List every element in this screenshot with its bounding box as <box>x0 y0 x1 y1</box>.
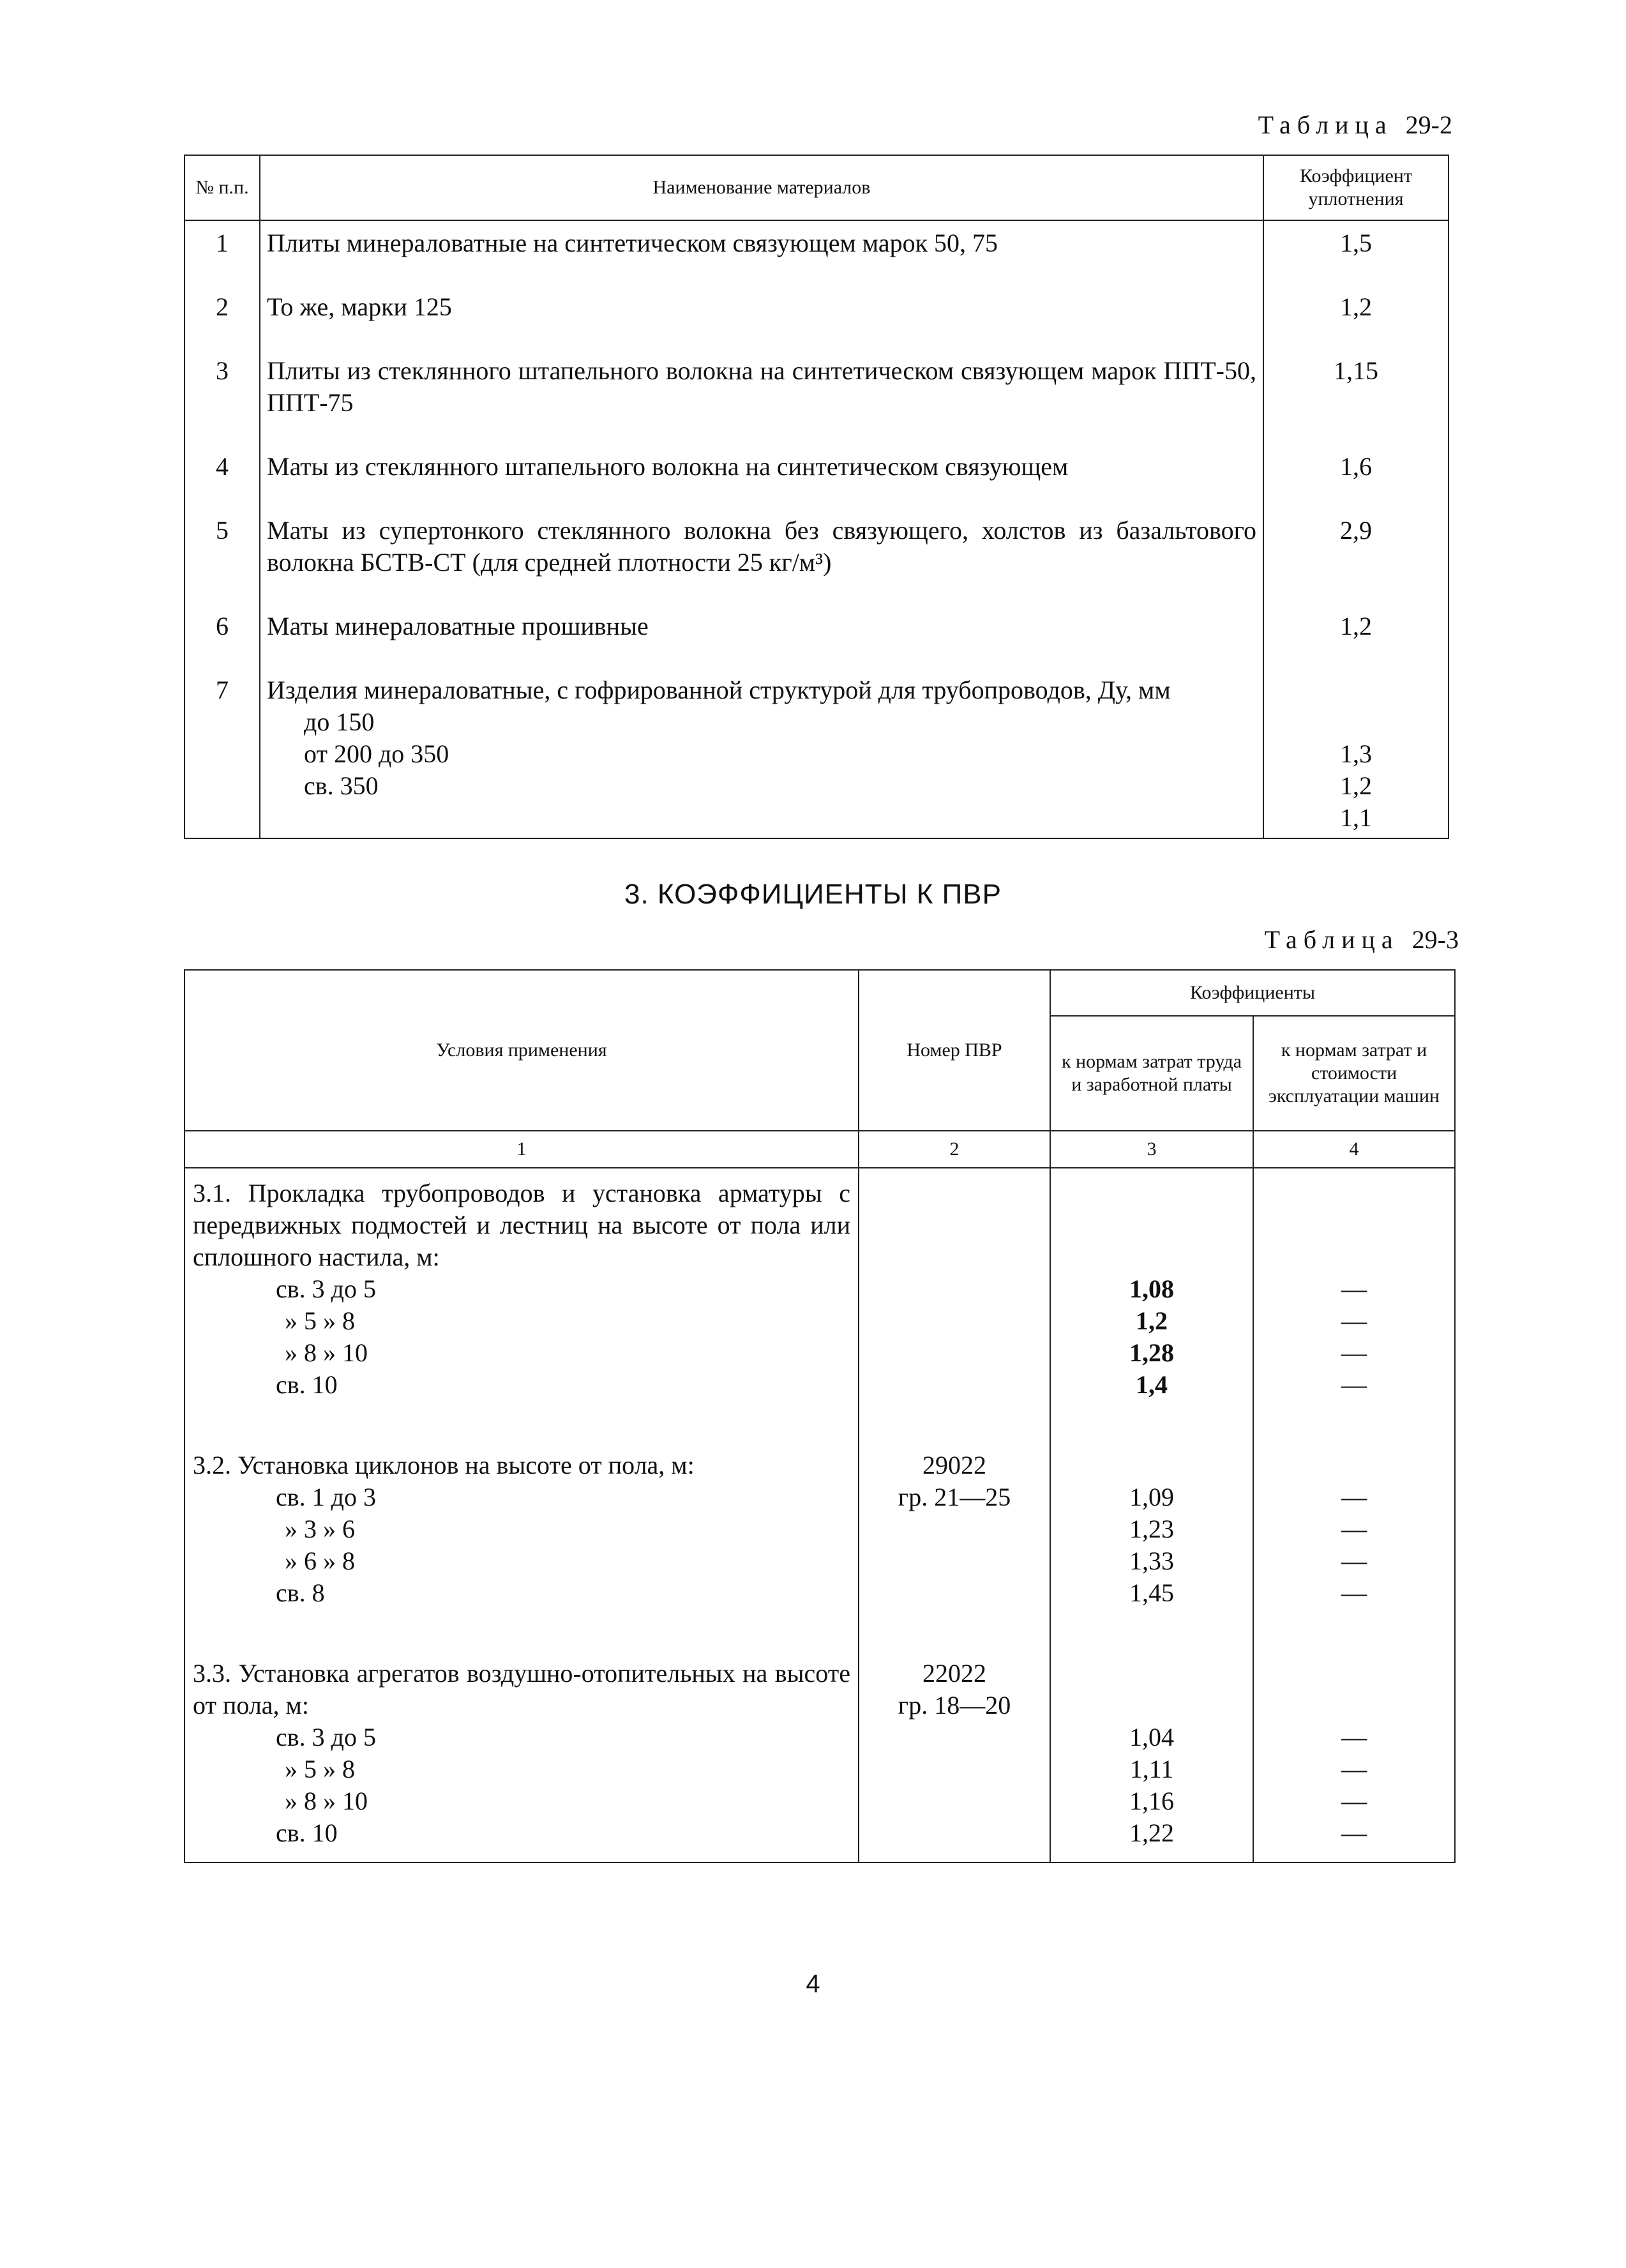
labor-coefficient-cell <box>1050 1168 1253 1433</box>
table-row <box>184 444 1449 508</box>
labor-coefficient-cell <box>1050 1641 1253 1863</box>
pvr-group: гр. 18—20 <box>898 1691 1011 1720</box>
table-header-row <box>184 155 1449 220</box>
row-number: 4 <box>184 444 260 508</box>
material-name: То же, марки 125 <box>260 285 1263 349</box>
coefficient-value: 1,2 <box>1263 604 1449 668</box>
pvr-number: 22022 <box>922 1659 986 1688</box>
coefficient-value: 1,45 <box>1129 1578 1174 1607</box>
table2-caption-number: 29-3 <box>1411 925 1459 954</box>
material-name: Маты минераловатные прошивные <box>260 604 1263 668</box>
row-number: 6 <box>184 604 260 668</box>
header-pvr-number: Номер ПВР <box>859 970 1050 1131</box>
condition-cell <box>184 1641 859 1863</box>
labor-coefficient-cell <box>1050 1433 1253 1641</box>
height-range-label: св. 3 до 5 <box>276 1723 376 1751</box>
table-row <box>184 668 1449 838</box>
coefficient-value: 1,2 <box>1136 1306 1168 1335</box>
pvr-group <box>859 1209 1050 1241</box>
table2-caption <box>1265 925 1459 955</box>
coefficient-value: — <box>1341 1274 1367 1303</box>
header-conditions: Условия применения <box>184 970 859 1131</box>
coefficient-value: 1,1 <box>1340 803 1372 832</box>
page-number: 4 <box>806 1970 820 1998</box>
coefficient-value: 1,22 <box>1129 1818 1174 1847</box>
coefficient-value: — <box>1341 1818 1367 1847</box>
column-number: 2 <box>859 1131 1050 1168</box>
coefficient-value: 1,2 <box>1263 285 1449 349</box>
coefficient-value: 1,5 <box>1263 220 1449 285</box>
subrow-label: до 150 <box>304 707 375 736</box>
coefficient-value: — <box>1341 1723 1367 1751</box>
coefficient-value: — <box>1341 1578 1367 1607</box>
pvr-number: 29022 <box>922 1451 986 1479</box>
table-row <box>184 285 1449 349</box>
coefficient-value: 1,04 <box>1129 1723 1174 1751</box>
table1-caption-number: 29-2 <box>1405 110 1452 139</box>
header-labor-coefficient: к нормам затрат труда и заработной платы <box>1050 1016 1253 1131</box>
subrow-values <box>1263 668 1449 838</box>
table1-caption-word: Таблица <box>1258 110 1393 139</box>
pvr-cell <box>859 1641 1050 1863</box>
group-title: 3.1. Прокладка трубопроводов и установка арматуры с передвижных подмостей и лестниц на высоте от пола или сплошного настила, м: <box>193 1179 850 1271</box>
table-row-group <box>184 1433 1455 1641</box>
pvr-cell <box>859 1168 1050 1433</box>
pvr-coefficients-table <box>184 969 1456 1863</box>
coefficient-value: — <box>1341 1338 1367 1367</box>
material-name: Плиты минераловатные на синтетическом связующем марок 50, 75 <box>260 220 1263 285</box>
height-range-label: св. 10 <box>276 1818 338 1847</box>
coefficient-value: 1,08 <box>1129 1274 1174 1303</box>
height-range-label: св. 10 <box>276 1370 338 1399</box>
pvr-group: гр. 21—25 <box>898 1483 1011 1511</box>
row-number: 7 <box>184 668 260 838</box>
material-name: Маты из супертонкого стеклянного волокна без связующего, холстов из базальтового волокна БСТВ-СТ (для средней плотности 25 кг/м³) <box>260 508 1263 604</box>
header-number: № п.п. <box>184 155 260 220</box>
column-number: 3 <box>1050 1131 1253 1168</box>
table-row-group <box>184 1641 1455 1863</box>
coefficient-value: 1,28 <box>1129 1338 1174 1367</box>
header-material-name: Наименование материалов <box>260 155 1263 220</box>
height-range-label: » 8 » 10 <box>285 1787 368 1815</box>
subrow-label: от 200 до 350 <box>304 739 449 768</box>
coefficient-value: — <box>1341 1483 1367 1511</box>
condition-cell <box>184 1433 859 1641</box>
material-name: Изделия минераловатные, с гофрированной структурой для трубопроводов, Ду, мм <box>267 676 1171 704</box>
coefficient-value: 1,23 <box>1129 1515 1174 1543</box>
machine-coefficient-cell <box>1253 1168 1455 1433</box>
row-number: 3 <box>184 349 260 444</box>
table-row <box>184 349 1449 444</box>
height-range-label: » 5 » 8 <box>285 1306 355 1335</box>
coefficient-value: 1,15 <box>1263 349 1449 444</box>
coefficient-value: — <box>1341 1755 1367 1783</box>
table1-caption <box>1258 110 1452 140</box>
header-machine-coefficient: к нормам затрат и стоимости эксплуатации машин <box>1253 1016 1455 1131</box>
coefficient-value: — <box>1341 1787 1367 1815</box>
coefficient-value: 1,33 <box>1129 1546 1174 1575</box>
table2-caption-word: Таблица <box>1264 925 1399 954</box>
row-number: 2 <box>184 285 260 349</box>
coefficient-value: 2,9 <box>1263 508 1449 604</box>
table-row <box>184 508 1449 604</box>
coefficient-value: 1,11 <box>1129 1755 1174 1783</box>
material-name: Плиты из стеклянного штапельного волокна на синтетическом связующем марок ППТ-50, ППТ-75 <box>260 349 1263 444</box>
height-range-label: св. 8 <box>276 1578 325 1607</box>
height-range-label: св. 3 до 5 <box>276 1274 376 1303</box>
coefficient-value: 1,2 <box>1340 771 1372 800</box>
table-row <box>184 604 1449 668</box>
coefficient-value: 1,09 <box>1129 1483 1174 1511</box>
table-header-row <box>184 970 1455 1016</box>
coefficient-value: — <box>1341 1515 1367 1543</box>
column-number: 4 <box>1253 1131 1455 1168</box>
coefficient-value: 1,16 <box>1129 1787 1174 1815</box>
pvr-cell <box>859 1433 1050 1641</box>
table-row-group <box>184 1168 1455 1433</box>
header-compaction-coefficient: Коэффициент уплотнения <box>1263 155 1449 220</box>
group-title: 3.3. Установка агрегатов воздушно-отопительных на высоте от пола, м: <box>193 1659 850 1720</box>
header-coefficients: Коэффициенты <box>1050 970 1455 1016</box>
coefficient-value: — <box>1341 1546 1367 1575</box>
height-range-label: св. 1 до 3 <box>276 1483 376 1511</box>
coefficient-value: 1,3 <box>1340 739 1372 768</box>
table-row <box>184 220 1449 285</box>
column-number: 1 <box>184 1131 859 1168</box>
materials-table <box>184 155 1449 839</box>
coefficient-value: 1,4 <box>1136 1370 1168 1399</box>
coefficient-value: — <box>1341 1306 1367 1335</box>
subrow-label: св. 350 <box>304 771 379 800</box>
height-range-label: » 3 » 6 <box>285 1515 355 1543</box>
material-name-with-subrows <box>260 668 1263 838</box>
machine-coefficient-cell <box>1253 1641 1455 1863</box>
height-range-label: » 8 » 10 <box>285 1338 368 1367</box>
section-title: 3. КОЭФФИЦИЕНТЫ К ПВР <box>624 879 1002 910</box>
material-name: Маты из стеклянного штапельного волокна на синтетическом связующем <box>260 444 1263 508</box>
group-title: 3.2. Установка циклонов на высоте от пола, м: <box>193 1451 695 1479</box>
height-range-label: » 5 » 8 <box>285 1755 355 1783</box>
condition-cell <box>184 1168 859 1433</box>
row-number: 1 <box>184 220 260 285</box>
pvr-number <box>859 1177 1050 1209</box>
row-number: 5 <box>184 508 260 604</box>
coefficient-value: 1,6 <box>1263 444 1449 508</box>
height-range-label: » 6 » 8 <box>285 1546 355 1575</box>
column-number-row <box>184 1131 1455 1168</box>
machine-coefficient-cell <box>1253 1433 1455 1641</box>
coefficient-value: — <box>1341 1370 1367 1399</box>
